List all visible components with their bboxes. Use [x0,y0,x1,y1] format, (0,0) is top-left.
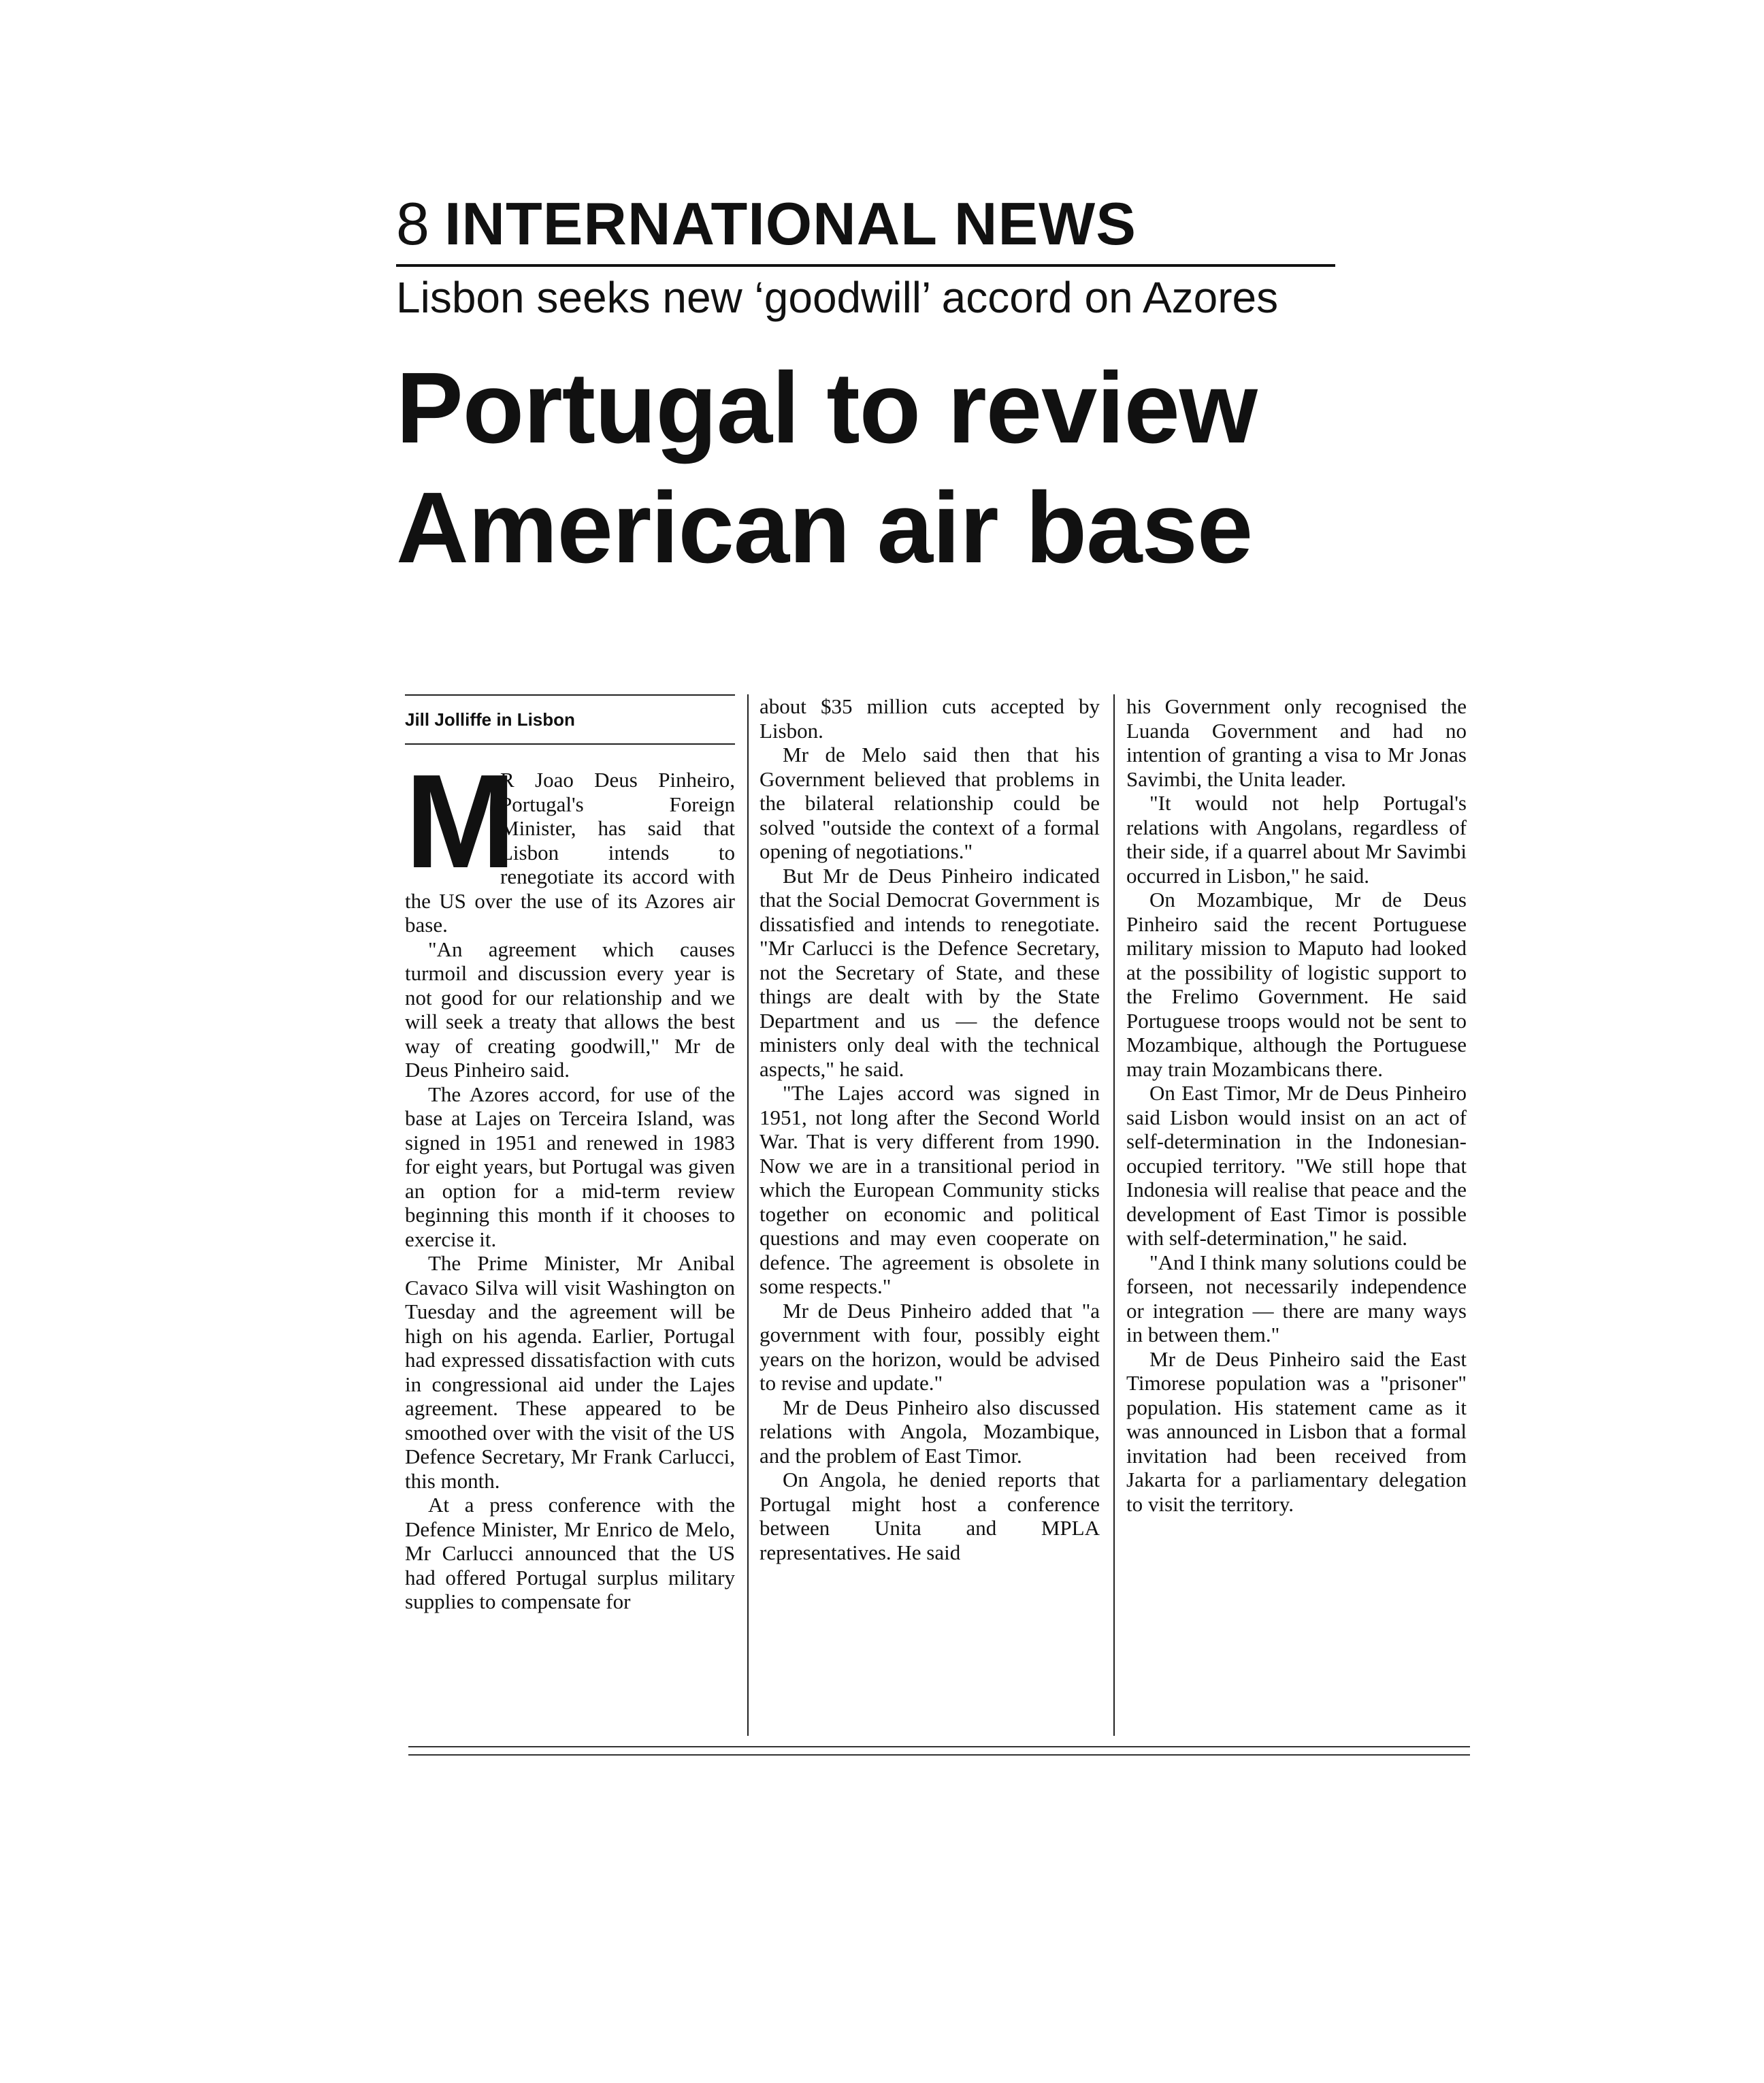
section-header [396,189,1335,267]
paragraph: Mr de Deus Pinheiro added that "a government with four, possibly eight years on the horizon, would be advised to revise and update." [760,1298,1100,1395]
article-column-3 [1126,694,1467,1743]
headline-line-2: American air base [396,472,1253,584]
paragraph: "The Lajes accord was signed in 1951, not long after the Second World War. That is very different from 1990. Now we are in a transitional period in which the European Community sticks together on economic and political questions and may even cooperate on defence. The agreement is obsolete in some respects." [760,1081,1100,1298]
kicker-headline: Lisbon seeks new ‘goodwill’ accord on Azores [396,273,1279,322]
paragraph: On Mozambique, Mr de Deus Pinheiro said the recent Portuguese military mission to Maputo had looked at the possibility of logistic support to the Frelimo Government. He said Portuguese troops would not be sent to Mozambique, although the Portuguese may train Mozambicans there. [1126,888,1467,1081]
article-footer-rule [408,1746,1470,1756]
paragraph: On Angola, he denied reports that Portugal might host a conference between Unita and MPLA representatives. He said [760,1468,1100,1564]
byline: Jill Jolliffe in Lisbon [405,694,735,745]
paragraph: The Azores accord, for use of the base at Lajes on Terceira Island, was signed in 1951 and renewed in 1983 for eight years, but Portugal was given an option for a mid-term review beginning this month if it chooses to exercise it. [405,1082,735,1251]
paragraph: On East Timor, Mr de Deus Pinheiro said Lisbon would insist on an act of self-determination in the Indonesian-occupied territory. "We still hope that Indonesia will realise that peace and the development of East Timor is possible with self-determination," he said. [1126,1081,1467,1250]
paragraph: Mr de Deus Pinheiro said the East Timorese population was a "prisoner" population. His statement came as it was announced in Lisbon that a formal invitation had been received from Jakarta for a parliamentary delegation to visit the territory. [1126,1346,1467,1516]
lead-text: R Joao Deus Pinheiro, Portugal's Foreign Minister, has said that Lisbon intends to renegotiate its accord with the US over the use of its Azores air base. [405,768,735,937]
paragraph: "An agreement which causes turmoil and discussion every year is not good for our relationship and we will seek a treaty that allows the best way of creating goodwill," Mr de Deus Pinheiro said. [405,937,735,1082]
paragraph: At a press conference with the Defence Minister, Mr Enrico de Melo, Mr Carlucci announced that the US had offered Portugal surplus military supplies to compensate for [405,1493,735,1613]
article-column-1 [405,694,735,1743]
paragraph: "And I think many solutions could be forseen, not necessarily independence or integration — there are many ways in between them." [1126,1250,1467,1346]
column-rule-2 [1113,694,1115,1736]
paragraph: But Mr de Deus Pinheiro indicated that the Social Democrat Government is dissatisfied and intends to renegotiate. "Mr Carlucci is the Defence Secretary, not the Secretary of State, and these things are dealt with by the State Department and us — the defence ministers only deal with the technical aspects," he said. [760,863,1100,1081]
paragraph: his Government only recognised the Luanda Government and had no intention of granting a visa to Mr Jonas Savimbi, the Unita leader. [1126,694,1467,791]
article-column-2 [760,694,1100,1743]
column-rule-1 [747,694,749,1736]
paragraph: about $35 million cuts accepted by Lisbon. [760,694,1100,743]
paragraph: "It would not help Portugal's relations with Angolans, regardless of their side, if a quarrel about Mr Savimbi occurred in Lisbon," he said. [1126,791,1467,888]
main-headline [396,349,1458,588]
page-number: 8 [396,190,429,257]
paragraph: Mr de Deus Pinheiro also discussed relations with Angola, Mozambique, and the problem of East Timor. [760,1395,1100,1468]
paragraph: Mr de Melo said then that his Government believed that problems in the bilateral relationship could be solved "outside the context of a formal opening of negotiations." [760,743,1100,863]
headline-line-1: Portugal to review [396,352,1257,464]
lead-paragraph [405,747,735,937]
drop-cap: M [405,747,517,896]
section-title: INTERNATIONAL NEWS [444,190,1137,257]
paragraph: The Prime Minister, Mr Anibal Cavaco Silva will visit Washington on Tuesday and the agreement will be high on his agenda. Earlier, Portugal had expressed dissatisfaction with cuts in congressional aid under the Lajes agreement. These appeared to be smoothed over with the visit of the US Defence Secretary, Mr Frank Carlucci, this month. [405,1251,735,1493]
